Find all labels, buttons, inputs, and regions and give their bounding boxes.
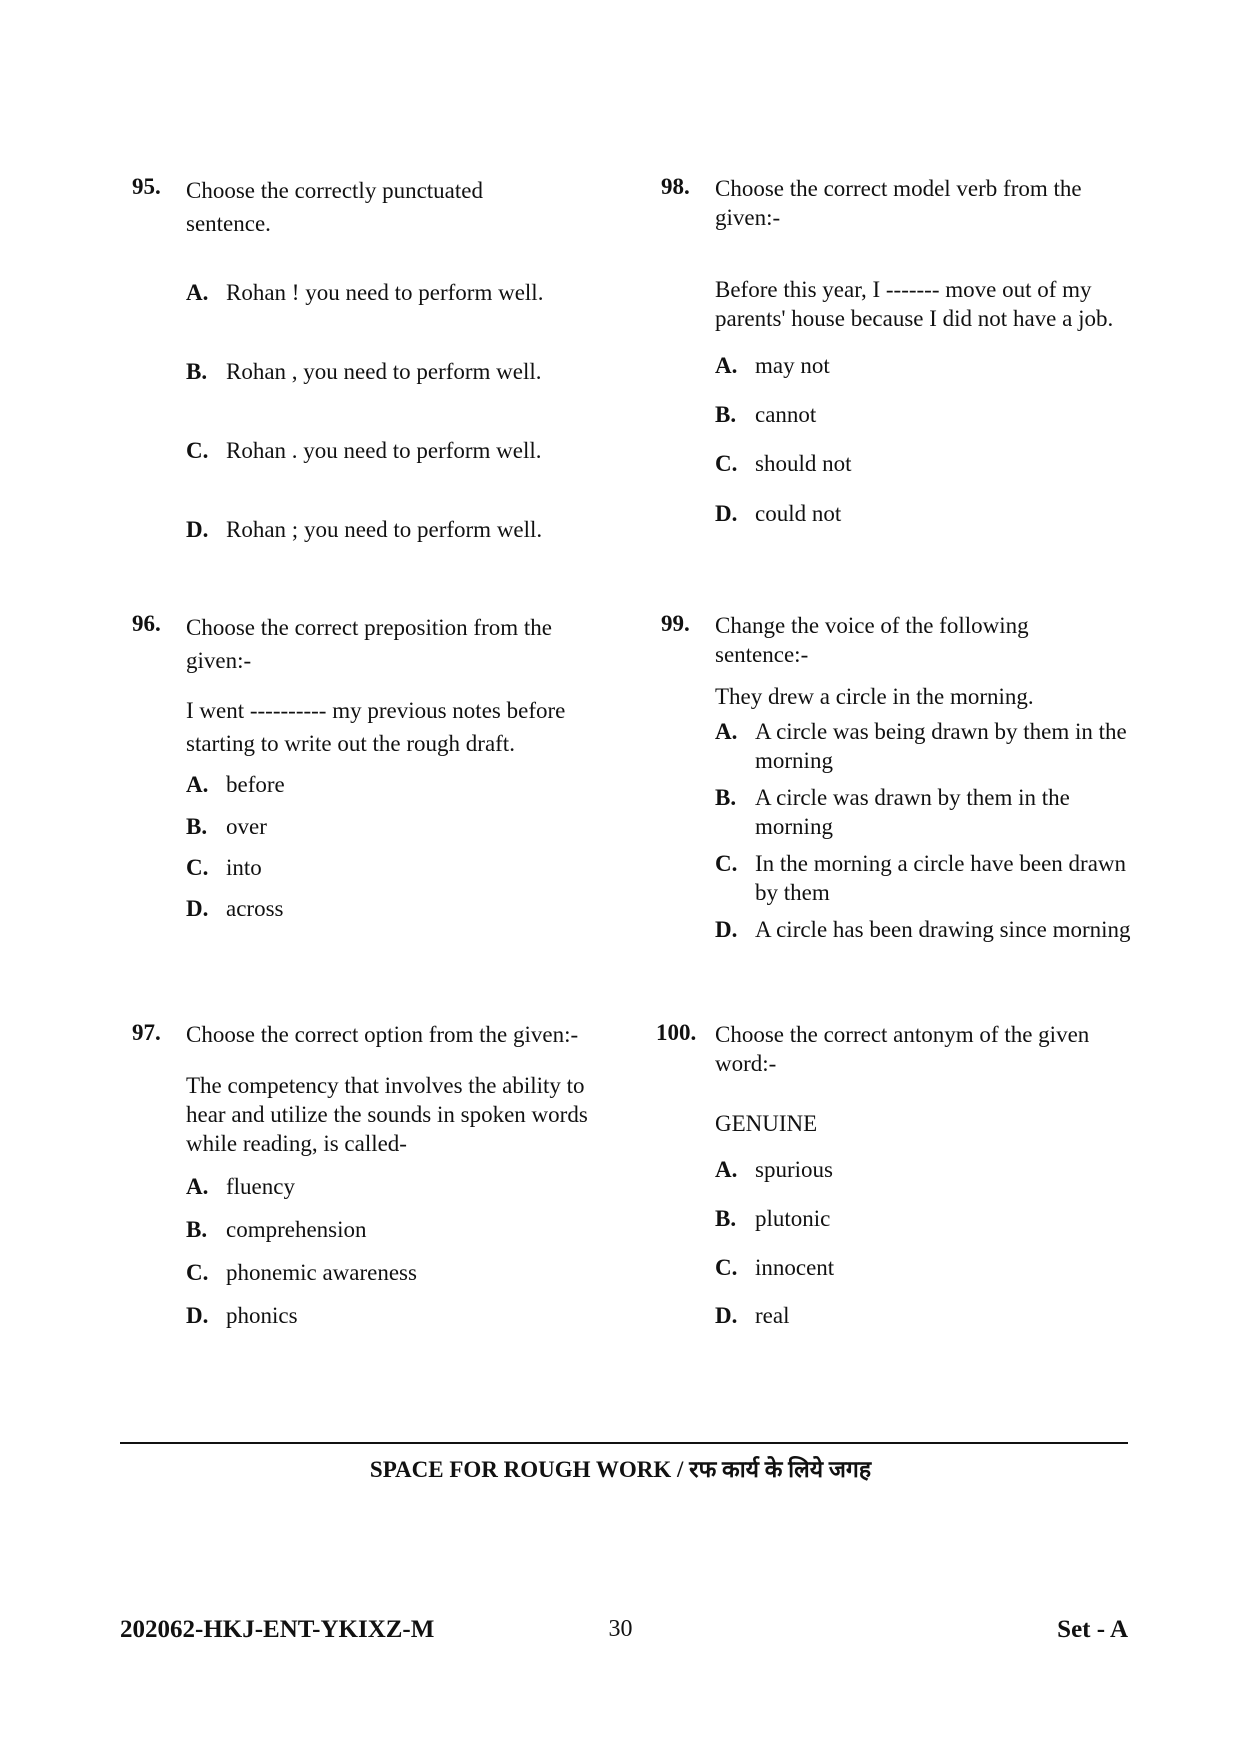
option-list: [715, 351, 1135, 529]
question-number: 100.: [656, 1020, 697, 1045]
option-label: C.: [715, 451, 738, 476]
option-text: phonemic awareness: [226, 1260, 417, 1285]
option-text: Rohan . you need to perform well.: [226, 438, 542, 463]
option-text: plutonic: [755, 1206, 831, 1231]
option-label: A.: [186, 280, 209, 305]
rough-work-divider: [120, 1442, 1128, 1444]
option-a: [715, 1155, 1135, 1204]
option-b: [715, 400, 1135, 449]
option-text: innocent: [755, 1255, 835, 1280]
option-label: D.: [715, 917, 738, 942]
option-d: [715, 915, 1135, 944]
option-label: B.: [715, 785, 737, 810]
option-text: phonics: [226, 1303, 298, 1328]
option-text: A circle was being drawn by them in the morning: [755, 719, 1127, 773]
question-stem: Choose the correct model verb from the given:-: [715, 176, 1082, 230]
option-label: B.: [715, 402, 737, 427]
option-label: A.: [186, 772, 209, 797]
question-number: 98.: [661, 174, 690, 199]
option-text: A circle has been drawing since morning: [755, 917, 1131, 942]
question-number: 96.: [132, 611, 161, 636]
option-a: [715, 351, 1135, 400]
option-text: spurious: [755, 1157, 833, 1182]
option-list: [186, 1172, 616, 1331]
question-stem: Change the voice of the following sentence:-: [715, 613, 1029, 667]
option-text: across: [226, 896, 284, 921]
question-passage: GENUINE: [715, 1111, 818, 1136]
option-text: Rohan , you need to perform well.: [226, 359, 542, 384]
option-text: In the morning a circle have been drawn by them: [755, 851, 1127, 905]
option-d: [186, 513, 616, 546]
option-label: A.: [715, 1157, 738, 1182]
question-number: 99.: [661, 611, 690, 636]
page-number: 30: [608, 1616, 633, 1642]
question-stem: Choose the correct preposition from the given:-: [186, 615, 552, 673]
option-c: [715, 849, 1135, 915]
option-label: A.: [186, 1174, 209, 1199]
option-label: D.: [715, 501, 738, 526]
option-list: [186, 276, 616, 546]
option-list: [715, 717, 1135, 944]
option-c: [186, 1258, 616, 1301]
option-a: [186, 769, 616, 811]
question-stem: Choose the correct option from the given:-: [186, 1022, 579, 1047]
option-c: [186, 852, 616, 893]
rough-work-heading: SPACE FOR ROUGH WORK / रफ कार्य के लिये जगह: [369, 1457, 872, 1482]
option-text: A circle was drawn by them in the morning: [755, 785, 1070, 839]
option-c: [715, 449, 1135, 499]
option-label: C.: [186, 855, 209, 880]
option-d: [715, 1301, 1135, 1330]
option-label: A.: [715, 719, 738, 744]
option-a: [715, 717, 1135, 783]
option-label: C.: [715, 851, 738, 876]
option-list: [715, 1155, 1135, 1330]
question-number: 95.: [132, 174, 161, 199]
question-number: 97.: [132, 1020, 161, 1045]
option-text: Rohan ; you need to perform well.: [226, 517, 543, 542]
option-d: [186, 1301, 616, 1331]
option-b: [186, 355, 616, 434]
option-b: [186, 811, 616, 852]
question-passage: The competency that involves the ability to hear and utilize the sounds in spoken words while reading, is called-: [186, 1073, 588, 1156]
question-passage: Before this year, I ------- move out of my parents' house because I did not have a job.: [715, 277, 1114, 331]
paper-code: 202062-HKJ-ENT-YKIXZ-M: [120, 1616, 435, 1643]
option-label: B.: [186, 359, 208, 384]
question-passage: I went ---------- my previous notes before starting to write out the rough draft.: [186, 698, 566, 756]
option-text: should not: [755, 451, 852, 476]
set-label: Set - A: [1057, 1616, 1128, 1643]
option-c: [186, 434, 616, 513]
option-b: [715, 1204, 1135, 1253]
option-text: fluency: [226, 1174, 295, 1199]
option-label: C.: [186, 438, 209, 463]
question-stem: Choose the correctly punctuated sentence.: [186, 178, 483, 236]
option-label: C.: [186, 1260, 209, 1285]
option-text: cannot: [755, 402, 817, 427]
option-label: D.: [186, 1303, 209, 1328]
option-label: B.: [186, 1217, 208, 1242]
option-d: [715, 499, 1135, 529]
option-b: [186, 1215, 616, 1258]
option-label: D.: [186, 517, 209, 542]
option-text: comprehension: [226, 1217, 367, 1242]
option-a: [186, 1172, 616, 1215]
question-passage: They drew a circle in the morning.: [715, 684, 1034, 709]
option-label: D.: [186, 896, 209, 921]
option-text: real: [755, 1303, 790, 1328]
option-text: may not: [755, 353, 830, 378]
option-label: C.: [715, 1255, 738, 1280]
option-text: Rohan ! you need to perform well.: [226, 280, 544, 305]
option-list: [186, 769, 616, 924]
option-d: [186, 893, 616, 924]
question-stem: Choose the correct antonym of the given word:-: [715, 1022, 1090, 1076]
option-text: could not: [755, 501, 842, 526]
option-a: [186, 276, 616, 355]
option-label: B.: [186, 814, 208, 839]
option-c: [715, 1253, 1135, 1301]
option-b: [715, 783, 1135, 849]
option-text: over: [226, 814, 267, 839]
option-label: B.: [715, 1206, 737, 1231]
option-text: before: [226, 772, 285, 797]
option-label: A.: [715, 353, 738, 378]
option-label: D.: [715, 1303, 738, 1328]
option-text: into: [226, 855, 262, 880]
